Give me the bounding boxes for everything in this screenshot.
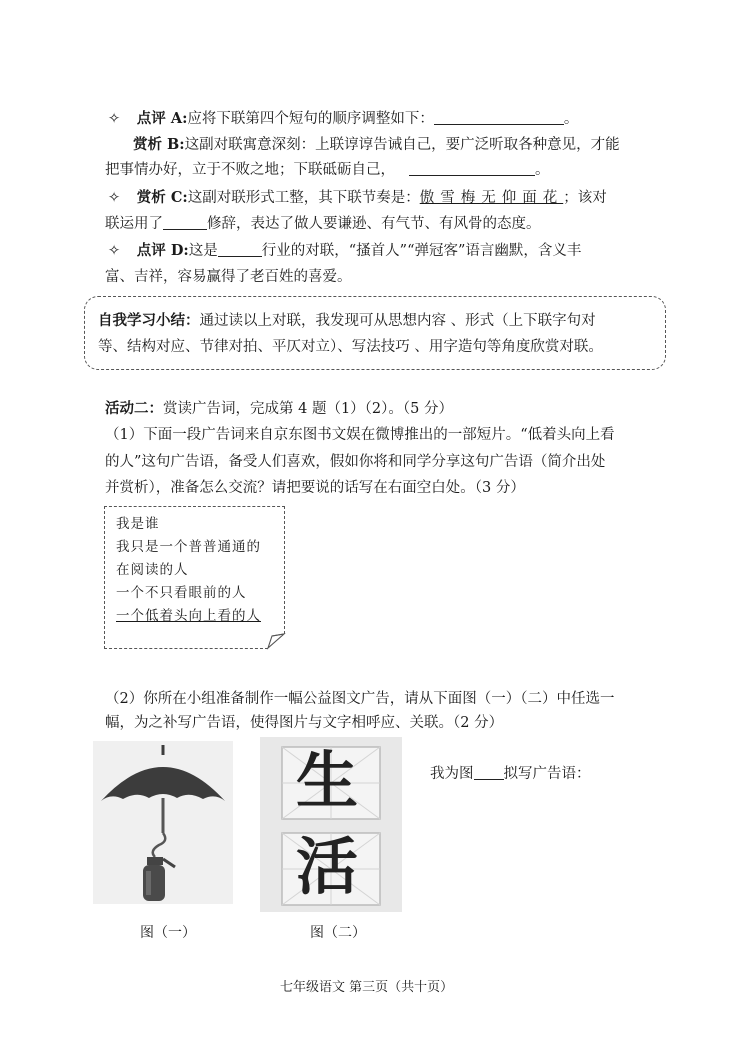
item-b-text1: 这副对联寓意深刻：上联谆谆告诫自己，要广泛听取各种意见，才能 — [184, 137, 620, 153]
item-d-text2: 富、吉祥，容易赢得了老百姓的喜爱。 — [105, 269, 352, 285]
item-b-label: 赏析 B: — [133, 136, 185, 153]
ad-line-3: 在阅读的人 — [116, 562, 189, 578]
answer-blank-a[interactable] — [434, 109, 564, 125]
q2-answer — [430, 763, 591, 785]
q1-line2: 的人”这句广告语，备受人们喜欢，假如你将和同学分享这句广告语（简介出处 — [105, 454, 606, 470]
answer-blank-figure[interactable] — [474, 764, 504, 780]
item-c-line2 — [105, 213, 541, 235]
answer-blank-b[interactable] — [409, 160, 535, 176]
summary-line2 — [98, 336, 603, 358]
rhythm-text: 傲雪梅无仰面花 — [419, 190, 564, 206]
q2-line2: 幅，为之补写广告语，使得图片与文字相呼应、关联。（2 分） — [105, 715, 504, 731]
item-a-end: 。 — [563, 111, 579, 127]
summary-text2: 等、结构对应、节律对拍、平仄对立）、写法技巧 、用字造句等角度欣赏对联。 — [98, 339, 603, 355]
item-d-label: 点评 D: — [136, 242, 189, 259]
glyph-sheng: 生 — [296, 744, 359, 817]
activity2-heading — [105, 398, 453, 420]
sparkle-icon: ✧ — [108, 111, 121, 127]
item-b-text2: 把事情办好，立于不败之地；下联砥砺自己， — [105, 162, 395, 178]
item-c-text1: 这副对联形式工整，其下联节奏是： — [187, 190, 420, 206]
glyph-huo: 活 — [296, 830, 359, 903]
umbrella-extinguisher-image — [93, 741, 233, 904]
figure-2 — [260, 737, 402, 912]
figure-2-caption: 图（二） — [310, 925, 366, 941]
item-d-text1a: 这是 — [188, 243, 218, 259]
summary-box — [84, 296, 666, 370]
activity2-label: 活动二： — [105, 400, 163, 417]
activity2-heading-text: 赏读广告词，完成第 4 题（1）（2）。（5 分） — [163, 401, 453, 417]
item-c-label: 赏析 C: — [136, 189, 188, 206]
item-b-end: 。 — [535, 162, 550, 178]
q2-line1: （2）你所在小组准备制作一幅公益图文广告，请从下面图（一）（二）中任选一 — [105, 691, 615, 707]
figure-1 — [93, 741, 233, 904]
item-c-text2a: 联运用了 — [105, 216, 163, 232]
ad-line-2: 我只是一个普普通通的 — [116, 539, 261, 555]
ad-line-1: 我是谁 — [116, 516, 160, 532]
ad-card-edge-bottom — [104, 648, 268, 649]
answer-blank-c[interactable] — [163, 214, 207, 230]
summary-text1: 通过读以上对联，我发现可从思想内容 、形式（上下联字句对 — [199, 313, 596, 329]
item-d-text1b: 行业的对联，“搔首人”“弹冠客”语言幽默，含义丰 — [261, 243, 582, 259]
item-c-text1-end: ；该对 — [563, 190, 607, 206]
page-footer: 七年级语文 第三页（共十页） — [280, 980, 454, 995]
ad-line-4: 一个不只看眼前的人 — [116, 585, 247, 601]
item-d-line1 — [108, 240, 581, 262]
q2-answer-b: 拟写广告语： — [503, 766, 591, 782]
item-b-line1 — [133, 134, 620, 156]
item-a — [108, 108, 578, 130]
item-d-line2 — [105, 266, 352, 288]
answer-blank-d[interactable] — [218, 241, 262, 257]
summary-label: 自我学习小结： — [98, 312, 200, 329]
summary-line1 — [98, 310, 596, 332]
item-a-label: 点评 A: — [136, 110, 188, 127]
item-a-text: 应将下联第四个短句的顺序调整如下： — [187, 111, 434, 127]
ad-line-5: 一个低着头向上看的人 — [116, 608, 261, 624]
item-b-line2 — [105, 159, 550, 181]
page-curl-icon — [262, 630, 286, 650]
sparkle-icon: ✧ — [108, 243, 121, 259]
sparkle-icon: ✧ — [108, 190, 121, 206]
q1-line1: （1）下面一段广告词来自京东图书文娱在微博推出的一部短片。“低着头向上看 — [105, 427, 615, 443]
q1-line3: 并赏析），准备怎么交流？请把要说的话写在右面空白处。（3 分） — [105, 480, 525, 496]
ad-card-edge-right — [284, 506, 285, 634]
item-c-text2b: 修辞，表达了做人要谦逊、有气节、有风骨的态度。 — [207, 216, 541, 232]
q2-answer-a: 我为图 — [430, 766, 474, 782]
figure-1-caption: 图（一） — [140, 925, 196, 941]
item-c-line1 — [108, 187, 607, 209]
